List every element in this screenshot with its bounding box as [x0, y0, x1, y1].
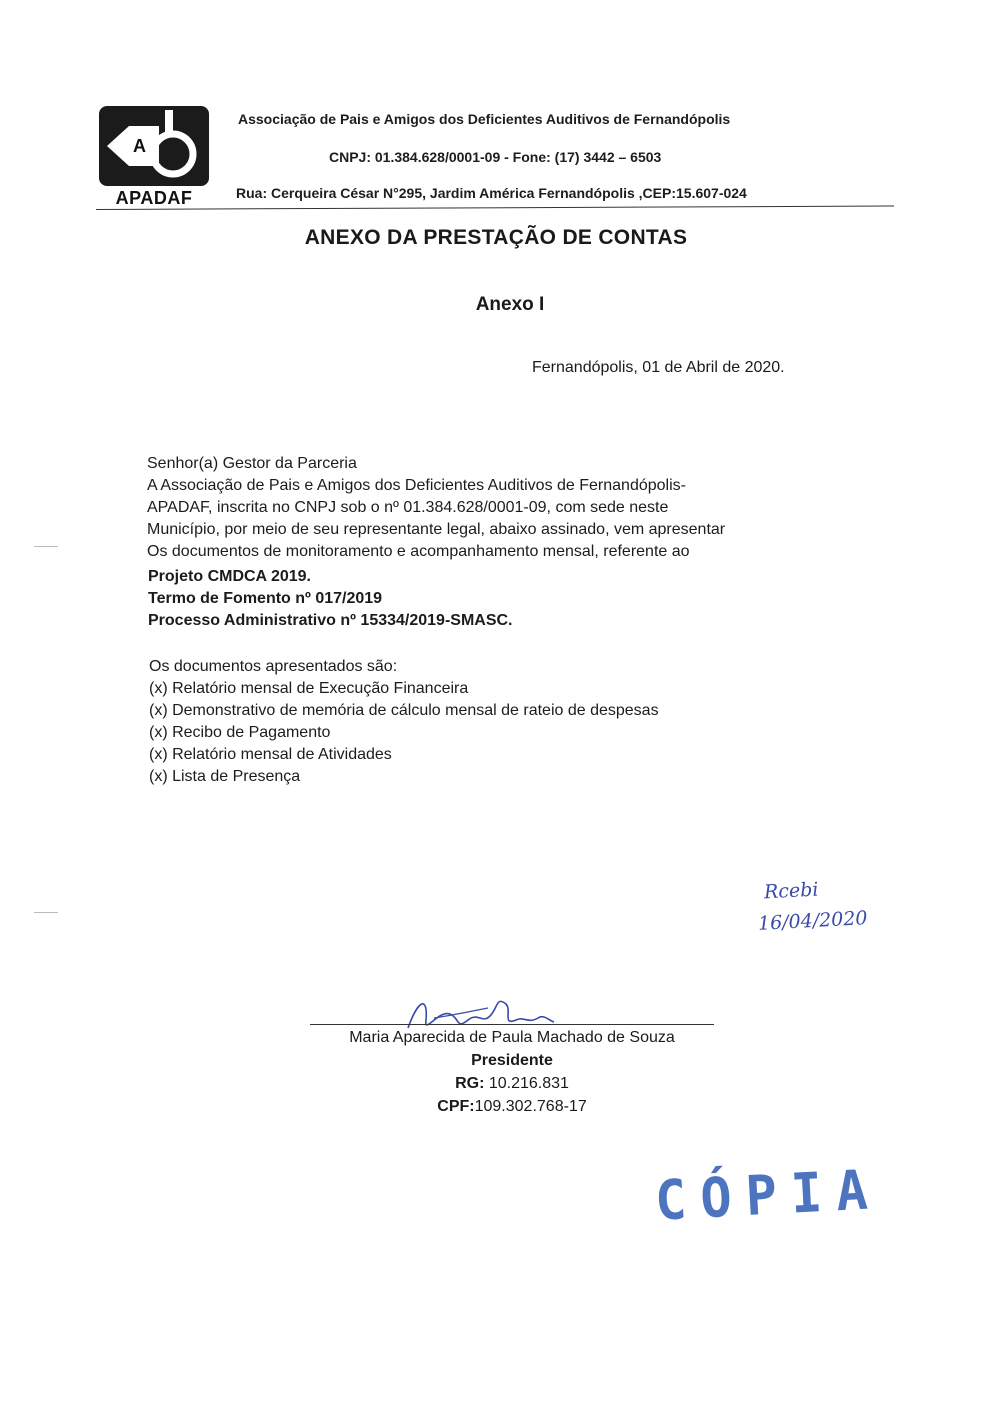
org-name: Associação de Pais e Amigos dos Deficientes Auditivos de Fernandópolis	[238, 111, 731, 127]
address: Rua: Cerqueira César N°295, Jardim América Fernandópolis ,CEP:15.607-024	[236, 185, 747, 201]
body-line: APADAF, inscrita no CNPJ sob o nº 01.384.628/0001-09, com sede neste	[147, 499, 669, 516]
logo-text: APADAF	[115, 188, 193, 208]
signature-line	[310, 1024, 714, 1025]
project-line: Projeto CMDCA 2019.	[148, 568, 311, 585]
page-title: ANEXO DA PRESTAÇÃO DE CONTAS	[304, 226, 688, 249]
signatory-rg	[310, 1075, 714, 1093]
cnpj-phone: CNPJ: 01.384.628/0001-09 - Fone: (17) 3442 – 6503	[329, 149, 662, 165]
term-line: Termo de Fomento nº 017/2019	[148, 590, 383, 607]
date-line: Fernandópolis, 01 de Abril de 2020.	[532, 359, 785, 376]
header-divider	[96, 206, 894, 210]
body-line: A Associação de Pais e Amigos dos Deficientes Auditivos de Fernandópolis-	[147, 477, 686, 494]
doc-item: (x) Relatório mensal de Atividades	[149, 746, 392, 763]
doc-item: (x) Relatório mensal de Execução Financeira	[149, 680, 469, 697]
apadaf-logo	[97, 106, 211, 210]
copy-stamp: CÓPIA	[653, 1158, 884, 1234]
cpf-value: 109.302.768-17	[474, 1098, 587, 1115]
salutation: Senhor(a) Gestor da Parceria	[147, 455, 357, 472]
logo-emblem	[99, 106, 209, 186]
doc-item: (x) Recibo de Pagamento	[149, 724, 331, 741]
process-line: Processo Administrativo nº 15334/2019-SMASC.	[148, 612, 513, 629]
handwritten-date: 16/04/2020	[757, 907, 869, 935]
svg-text:A: A	[133, 136, 146, 156]
handwritten-received: Rcebi	[763, 878, 819, 904]
doc-item: (x) Demonstrativo de memória de cálculo mensal de rateio de despesas	[149, 702, 659, 719]
body-line: Os documentos de monitoramento e acompanhamento mensal, referente ao	[147, 543, 690, 560]
doc-item: (x) Lista de Presença	[149, 768, 301, 785]
signatory-name: Maria Aparecida de Paula Machado de Souza	[349, 1029, 675, 1046]
margin-mark	[34, 546, 58, 547]
rg-value: 10.216.831	[484, 1075, 569, 1092]
rg-label: RG:	[455, 1075, 485, 1092]
cpf-label: CPF:	[437, 1098, 475, 1115]
body-line: Município, por meio de seu representante legal, abaixo assinado, vem apresentar	[147, 521, 726, 538]
page-subtitle: Anexo I	[475, 294, 545, 315]
signatory-cpf	[310, 1098, 714, 1116]
docs-intro: Os documentos apresentados são:	[149, 658, 398, 675]
signatory-role: Presidente	[471, 1052, 553, 1069]
margin-mark	[34, 912, 58, 913]
